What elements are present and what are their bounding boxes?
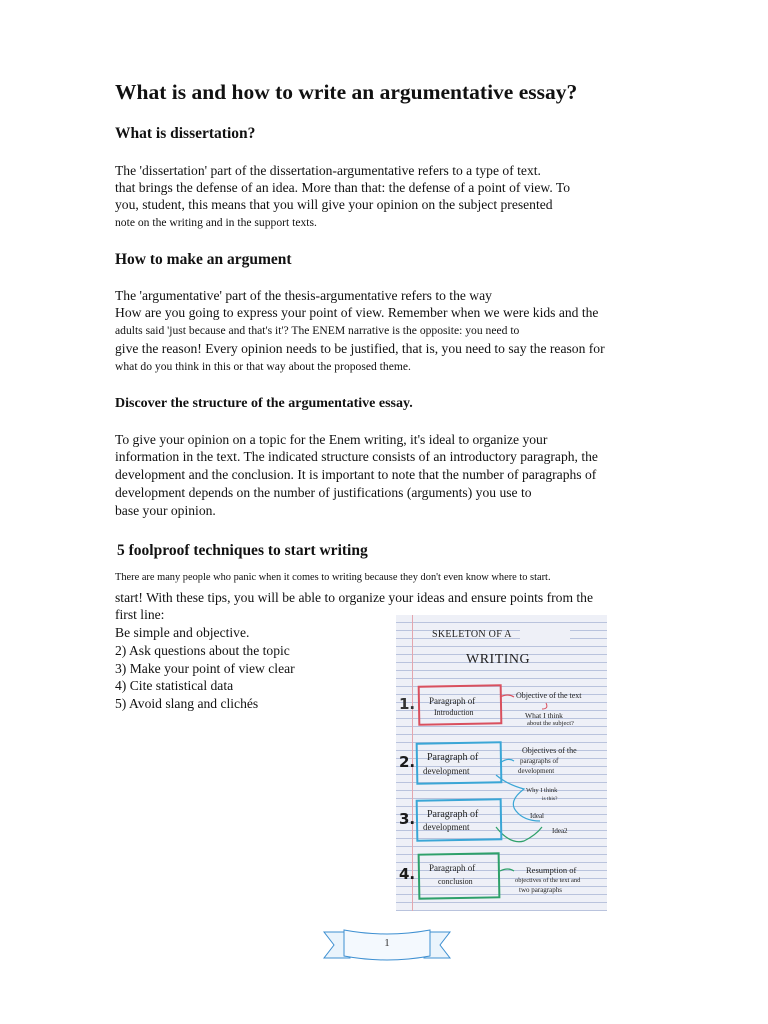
paragraph-line: give the reason! Every opinion needs to be justified, that is, you need to say the reason for xyxy=(115,341,605,356)
paragraph-line: To give your opinion on a topic for the Enem writing, it's ideal to organize your xyxy=(115,432,548,447)
step-box-2 xyxy=(416,741,503,784)
heading-how-to-make-argument: How to make an argument xyxy=(115,251,292,268)
note: Objective of the text xyxy=(516,691,582,700)
step-number: 4. xyxy=(399,865,416,883)
step-label: conclusion xyxy=(438,877,473,886)
heading-techniques: 5 foolproof techniques to start writing xyxy=(117,542,368,559)
paragraph-line: development and the conclusion. It is important to note that the number of paragraphs of xyxy=(115,467,597,482)
writing-skeleton-figure xyxy=(396,615,607,911)
list-item: 3) Make your point of view clear xyxy=(115,661,295,676)
paragraph-line: base your opinion. xyxy=(115,503,216,518)
connector-1b xyxy=(542,703,547,709)
paragraph-line: The 'argumentative' part of the thesis-argumentative refers to the way xyxy=(115,288,492,303)
step-label: Paragraph of xyxy=(427,752,479,763)
paragraph-line: information in the text. The indicated structure consists of an introductory paragraph, the xyxy=(115,449,598,464)
step-number: 1. xyxy=(399,695,416,713)
list-item: 4) Cite statistical data xyxy=(115,678,234,693)
step-number: 2. xyxy=(399,753,416,771)
note: Idea2 xyxy=(552,827,568,835)
step-label: Paragraph of xyxy=(427,809,479,820)
note: paragraphs of xyxy=(520,757,559,765)
heading-structure: Discover the structure of the argumentative essay. xyxy=(115,396,413,411)
paragraph-line: note on the writing and in the support texts. xyxy=(115,216,317,229)
list-item: 2) Ask questions about the topic xyxy=(115,643,290,658)
connector-4 xyxy=(500,869,514,871)
step-number: 3. xyxy=(399,810,416,828)
step-label: Paragraph of xyxy=(429,863,476,873)
paragraph-line: what do you think in this or that way about the proposed theme. xyxy=(115,360,411,373)
figure-subheader: WRITING xyxy=(466,652,531,667)
paragraph-line: start! With these tips, you will be able to organize your ideas and ensure points from the xyxy=(115,590,594,605)
page-number-ribbon xyxy=(322,926,452,964)
heading-what-is-dissertation: What is dissertation? xyxy=(115,125,256,142)
note: Objectives of the xyxy=(522,746,577,755)
paragraph-line: There are many people who panic when it comes to writing because they don't even know where to start. xyxy=(115,572,551,583)
list-item: Be simple and objective. xyxy=(115,625,250,640)
step-label: development xyxy=(423,822,470,832)
connector-2 xyxy=(500,759,514,763)
paragraph-line: development depends on the number of justifications (arguments) you use to xyxy=(115,485,532,500)
paragraph-line: The 'dissertation' part of the dissertation-argumentative refers to a type of text. xyxy=(115,163,541,178)
paragraph-line: first line: xyxy=(115,607,165,622)
page-title: What is and how to write an argumentative essay? xyxy=(115,80,578,104)
paragraph-line: adults said 'just because and that's it'? The ENEM narrative is the opposite: you need to xyxy=(115,324,520,337)
note: What I think xyxy=(525,711,563,720)
paragraph-line: How are you going to express your point of view. Remember when we were kids and the xyxy=(115,305,599,320)
note: two paragraphs xyxy=(519,886,562,894)
step-box-4 xyxy=(418,852,501,899)
step-box-3 xyxy=(416,798,503,841)
note: development xyxy=(518,767,555,775)
note: Why I think xyxy=(526,787,558,794)
figure-header: SKELETON OF A xyxy=(432,629,512,640)
connector-1 xyxy=(500,695,514,697)
paragraph-line: that brings the defense of an idea. More than that: the defense of a point of view. To xyxy=(115,180,571,195)
step-label: Paragraph of xyxy=(429,696,476,706)
note: is this? xyxy=(542,796,558,802)
page-number: 1 xyxy=(384,937,390,949)
note: Resumption of xyxy=(526,865,577,875)
note: Ideal xyxy=(530,812,544,820)
step-label: Introduction xyxy=(434,708,474,717)
note: objectives of the text and xyxy=(515,877,581,884)
connector-3 xyxy=(496,827,542,842)
list-item: 5) Avoid slang and clichés xyxy=(115,696,259,711)
note: about the subject? xyxy=(527,720,574,727)
paragraph-line: you, student, this means that you will give your opinion on the subject presented xyxy=(115,197,553,212)
step-label: development xyxy=(423,766,470,776)
